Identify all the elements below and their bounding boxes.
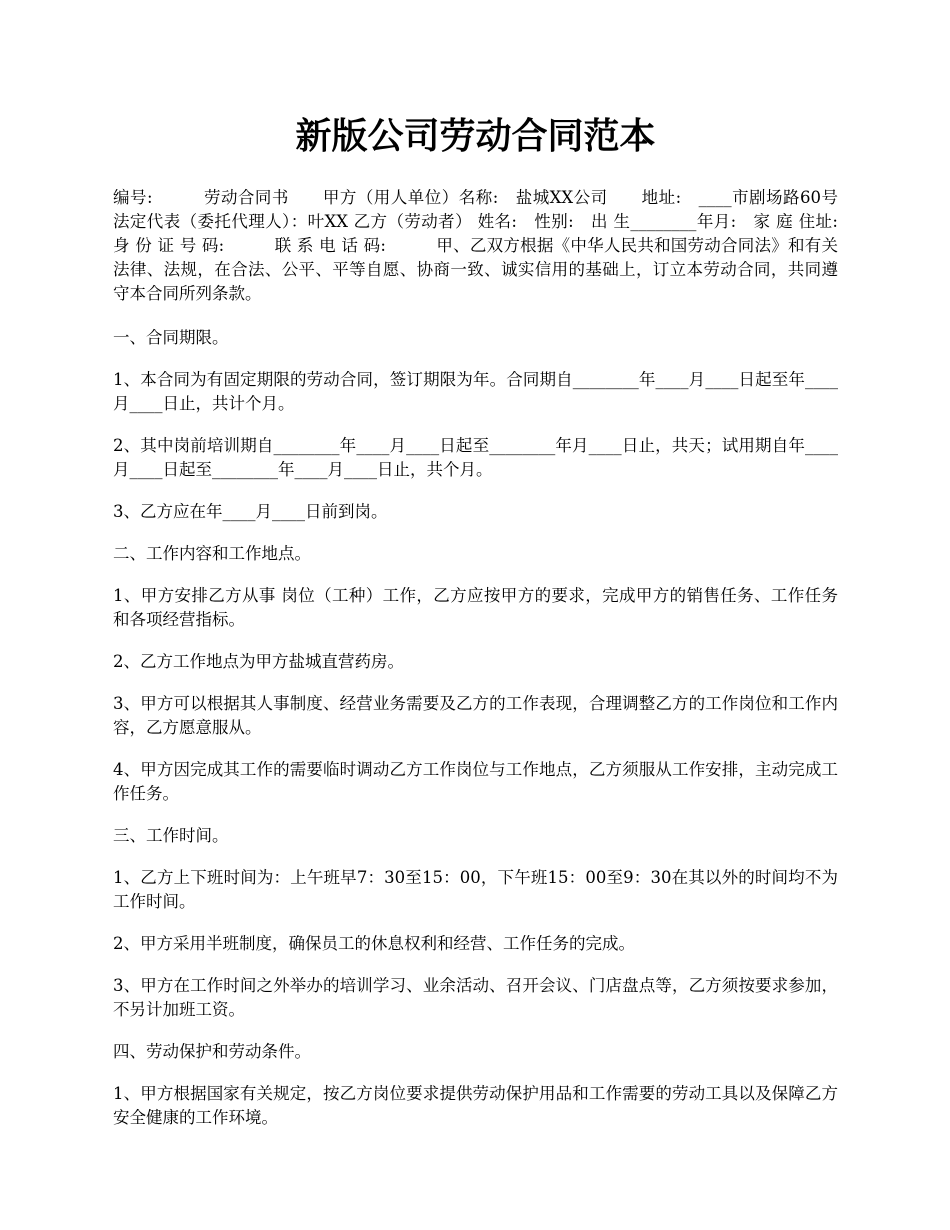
clause-term-2: 2、其中岗前培训期自________年____月____日起至________年月____日止，共天；试用期自年____月____日起至________年____月____日止，共个月。 (113, 436, 838, 479)
clause-hours-3: 3、甲方在工作时间之外举办的培训学习、业余活动、召开会议、门店盘点等，乙方须按要求参加，不另计加班工资。 (113, 976, 838, 1019)
clause-work-2: 2、乙方工作地点为甲方盐城直营药房。 (113, 652, 404, 671)
clause-work-4: 4、甲方因完成其工作的需要临时调动乙方工作岗位与工作地点，乙方须服从工作安排，主动完成工作任务。 (113, 760, 838, 803)
section-heading-working-hours: 三、工作时间。 (113, 826, 229, 845)
clause-work-1: 1、甲方安排乙方从事 岗位（工种）工作，乙方应按甲方的要求，完成甲方的销售任务、工作任务和各项经营指标。 (113, 586, 838, 629)
contract-header-paragraph: 编号: 劳动合同书 甲方（用人单位）名称: 盐城XX公司 地址: ____市剧场路60号 法定代表（委托代理人）：叶XX 乙方（劳动者） 姓名: 性别: 出 生________年月: 家 庭 住址: 身 份 证 号 码: 联 系 电 话 码: 甲、乙双方根据《中华人民共和国劳动合同法》和有关法律、法规，在合法、公平、平等自愿、协商一致、诚实信用的基础上，订立本劳动合同，共同遵守本合同所列条款。 (113, 188, 855, 303)
clause-work-3: 3、甲方可以根据其人事制度、经营业务需要及乙方的工作表现，合理调整乙方的工作岗位和工作内容，乙方愿意服从。 (113, 694, 838, 737)
clause-hours-1: 1、乙方上下班时间为：上午班早7：30至15：00，下午班15：00至9：30在其以外的时间均不为工作时间。 (113, 868, 838, 911)
section-heading-contract-term: 一、合同期限。 (113, 328, 229, 347)
document-title: 新版公司劳动合同范本 (295, 115, 656, 157)
clause-term-1: 1、本合同为有固定期限的劳动合同，签订期限为年。合同期自________年____月____日起至年____月____日止，共计个月。 (113, 370, 838, 413)
clause-term-3: 3、乙方应在年____月____日前到岗。 (113, 502, 388, 521)
clause-hours-2: 2、甲方采用半班制度，确保员工的休息权利和经营、工作任务的完成。 (113, 934, 635, 953)
clause-protection-1: 1、甲方根据国家有关规定，按乙方岗位要求提供劳动保护用品和工作需要的劳动工具以及保障乙方安全健康的工作环境。 (113, 1084, 838, 1127)
section-heading-work-content: 二、工作内容和工作地点。 (113, 544, 311, 563)
section-heading-labor-protection: 四、劳动保护和劳动条件。 (113, 1042, 311, 1061)
